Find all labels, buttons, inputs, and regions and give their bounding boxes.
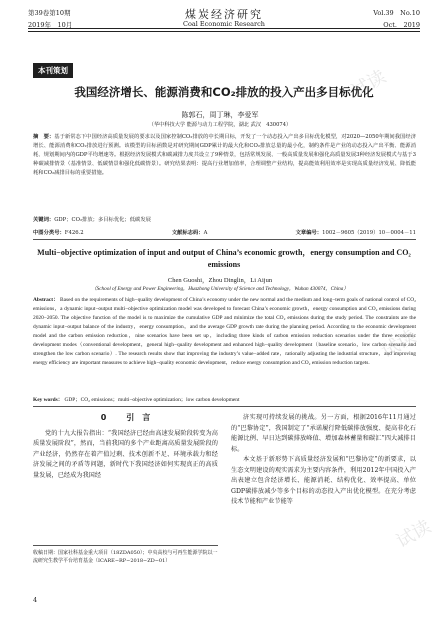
- abstract-en-label: Abstract：: [33, 297, 59, 303]
- abstract-cn-text: 基于新常态下中国经济高质量发展的要求以及国家控制CO₂排放的中长期目标，开发了一个动态投入产出多目标优化模型，对2020—2050年期间我国经济增长、能源消费和CO₂排放进行预测。该模型的目标函数是对研究期间GDP累计的最大化和CO₂排放总量的最小化，制约条件是产业的动态投入产出平衡、能源消耗、规划期间内的GDP平均增速等。根据经济发展模式和碳减排力度共设立了9种情景，包括常规发展、一般高质量发展和强化高质量发展3种经济发展模式与基于3种碳减排情景（基准情景、低碳情景和强化低碳情景）。研究结果表明：提高行业增加值率，合理调整产业结构，提高能效利用效率是实现高质量经济发展、降低能耗和CO₂减排目标的重要措施。: [33, 134, 416, 176]
- watermark: 试读: [392, 516, 435, 553]
- section-heading: [33, 413, 218, 424]
- section-number: 0: [100, 413, 107, 422]
- paragraph: 济实现可持续发展的挑战。另一方面，根据2016年11月通过的“巴黎协定”，我国制定了“承诺履行降低碳排放强度、提高非化石能源比例、早日达到碳排放峰值、增加森林蓄量和碳汇”四大减排目标。: [231, 414, 416, 453]
- keywords-cn-label: 关键词：: [33, 217, 55, 223]
- volume-en: Vol.39 No.10: [373, 9, 420, 17]
- clc-number: 中图分类号：F426.2: [33, 230, 84, 236]
- body-column-right: [231, 413, 416, 508]
- classification-line: [33, 228, 416, 236]
- header-rule-thin: [28, 31, 420, 32]
- section-title: 引 言: [126, 413, 151, 422]
- divider-rule: [33, 239, 416, 240]
- journal-name-cn: 煤炭经济研究: [185, 8, 263, 21]
- article-number: 文章编号：1002－9605（2019）10－0004－11: [295, 230, 416, 236]
- authors-en: Chen Guoshi，Zhou Dinglin，Li Aijun: [167, 277, 273, 284]
- affiliation-cn: （华中科技大学 能源与动力工程学院，湖北 武汉 430074）: [148, 122, 292, 128]
- abstract-en: [33, 296, 416, 368]
- watermark: 试读: [377, 326, 420, 363]
- keywords-en: [33, 395, 416, 403]
- abstract-cn: [33, 133, 416, 178]
- volume-cn: 第39卷第10期: [28, 9, 71, 17]
- abstract-en-text: Based on the requirements of high−quality development of China’s economy under the new normal and the medium and long−term goals of national control of CO₂ emissions，a dynamic input−output multi−objective optimization model was developed to forecast China’s economic growth，energy consumption and CO₂ emissions during 2020−2050. The objective function of the model is to maximize the cumulative GDP and minimize the total CO₂ emissions during the study period. The constraints are the dynamic input−output balance of the industry，energy consumption，and the average GDP growth rate during the planning period. According to the economic development model and the carbon emission reduction，nine scenarios have been set up，including three kinds of carbon emission reduction scenarios under the three economic development modes（conventional development，general high−quality development and enhanced high−quality development（baseline scenario，low carbon scenario and strengthen the low carbon scenario）. The research results show that improving the industry’s value−added rate，rationally adjusting the industrial structure，and improving energy efficiency are important measures to achieve high−quality economic development，reduce energy consumption and CO₂ emission reduction targets.: [33, 297, 416, 366]
- document-code: 文献标志码：A: [171, 230, 208, 236]
- authors-cn: 陈郭石，周丁琳，李爱军: [181, 111, 259, 119]
- keywords-en-text: GDP；CO₂ emissions；multi−objective optimization；low carbon development: [64, 397, 240, 403]
- abstract-cn-label: 摘 要：: [33, 134, 55, 140]
- page-number: 4: [33, 596, 38, 604]
- keywords-cn: [33, 216, 416, 225]
- article-title-en: Multi−objective optimization of input and output of China’s economic growth，energy consumption and CO₂ emissions: [37, 248, 411, 269]
- keywords-en-label: Key words：: [33, 397, 64, 403]
- keywords-cn-text: GDP；CO₂排放；多目标优化；低碳发展: [54, 217, 151, 223]
- paragraph: 党的十九大报告指出：“我国经济已经由高速发展阶段转变为高质量发展阶段”，然而，当前我国的多个产业距离高质量发展阶段的产业经济，仍然存在着产值过剩、技术创新不足、环境承载力和经济发展之间的矛盾等问题，新时代下我国经济如何实现真正的高质量发展，已经成为我国经: [33, 429, 218, 479]
- funding-footnote: 收稿日期：国家社科基金重大项目（18ZDA050）；中央高校与可再生能源学院以一流研究生教学平台培育基金（ICARE−RP−2018−ZD−01）: [33, 545, 218, 565]
- running-header: [28, 6, 420, 40]
- body-column-left: [33, 413, 218, 481]
- header-rule: [28, 28, 420, 29]
- divider-rule-2: [33, 406, 416, 407]
- date-cn: 2019年 10月: [28, 21, 73, 29]
- date-en: Oct. 2019: [383, 21, 420, 29]
- affiliation-en: （School of Energy and Power Engineering，Huazhong University of Science and Technology，Wuhan 430074，China）: [91, 286, 349, 292]
- paragraph: 本文基于新形势下高质量经济发展和“巴黎协定”的新要求，以生态文明建设的观实需求为主要内容条件，利用2012年中国投入产出表建立包含经济增长、能源消耗、结构优化、效率提高、单位GDP碳排放减少等多个目标的动态投入产出优化模型。在充分考虑技术节能和产业节能等: [231, 456, 416, 505]
- column-badge: 本刊策划: [33, 63, 73, 78]
- article-title-cn: 我国经济增长、能源消费和CO₂排放的投入产出多目标优化: [74, 85, 374, 99]
- journal-name-en: Coal Economic Research: [183, 20, 265, 28]
- watermark: 试读: [347, 66, 390, 103]
